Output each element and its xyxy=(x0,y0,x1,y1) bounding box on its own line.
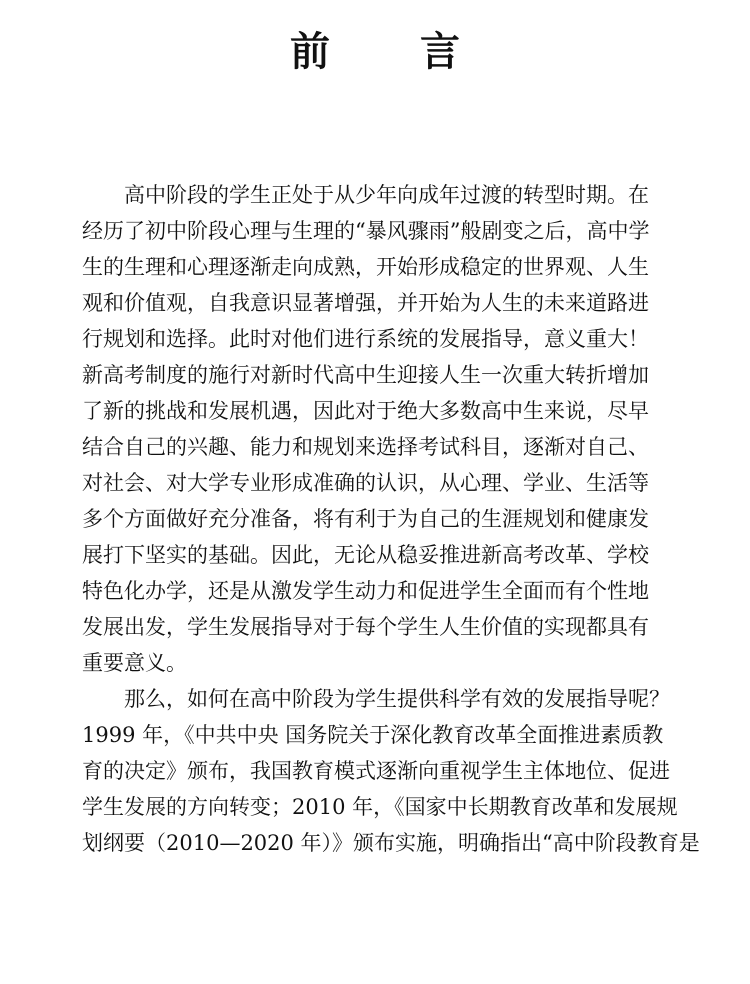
text-line: 新高考制度的施行对新时代高中生迎接人生一次重大转折增加 xyxy=(82,363,649,387)
text-line: 对社会、对大学专业形成准确的认识，从心理、学业、生活等 xyxy=(82,471,649,495)
text-line: 行规划和选择。此时对他们进行系统的发展指导，意义重大！ xyxy=(82,327,649,351)
text-line: 生的生理和心理逐渐走向成熟，开始形成稳定的世界观、人生 xyxy=(82,255,649,279)
text-line: 特色化办学，还是从激发学生动力和促进学生全面而有个性地 xyxy=(82,579,649,603)
text-line: 划纲要（2010—2020 年）》颁布实施，明确指出“高中阶段教育是 xyxy=(82,831,700,855)
text-line: 学生发展的方向转变；2010 年，《国家中长期教育改革和发展规 xyxy=(82,795,678,819)
text-line: 1999 年，《中共中央 国务院关于深化教育改革全面推进素质教 xyxy=(82,723,664,747)
text-line: 那么，如何在高中阶段为学生提供科学有效的发展指导呢？ xyxy=(124,687,670,711)
text-line: 经历了初中阶段心理与生理的“暴风骤雨”般剧变之后，高中学 xyxy=(82,219,650,243)
text-line: 结合自己的兴趣、能力和规划来选择考试科目，逐渐对自己、 xyxy=(82,435,649,459)
text-line: 育的决定》颁布，我国教育模式逐渐向重视学生主体地位、促进 xyxy=(82,759,670,783)
text-line: 了新的挑战和发展机遇，因此对于绝大多数高中生来说，尽早 xyxy=(82,399,649,423)
body-text xyxy=(82,177,700,861)
text-line: 发展出发，学生发展指导对于每个学生人生价值的实现都具有 xyxy=(82,615,649,639)
text-line: 观和价值观，自我意识显著增强，并开始为人生的未来道路进 xyxy=(82,291,649,315)
text-line: 展打下坚实的基础。因此，无论从稳妥推进新高考改革、学校 xyxy=(82,543,649,567)
text-line: 高中阶段的学生正处于从少年向成年过渡的转型时期。在 xyxy=(124,183,649,207)
text-line: 多个方面做好充分准备，将有利于为自己的生涯规划和健康发 xyxy=(82,507,649,531)
text-line: 重要意义。 xyxy=(82,651,187,675)
page-title: 前言 xyxy=(290,28,550,75)
